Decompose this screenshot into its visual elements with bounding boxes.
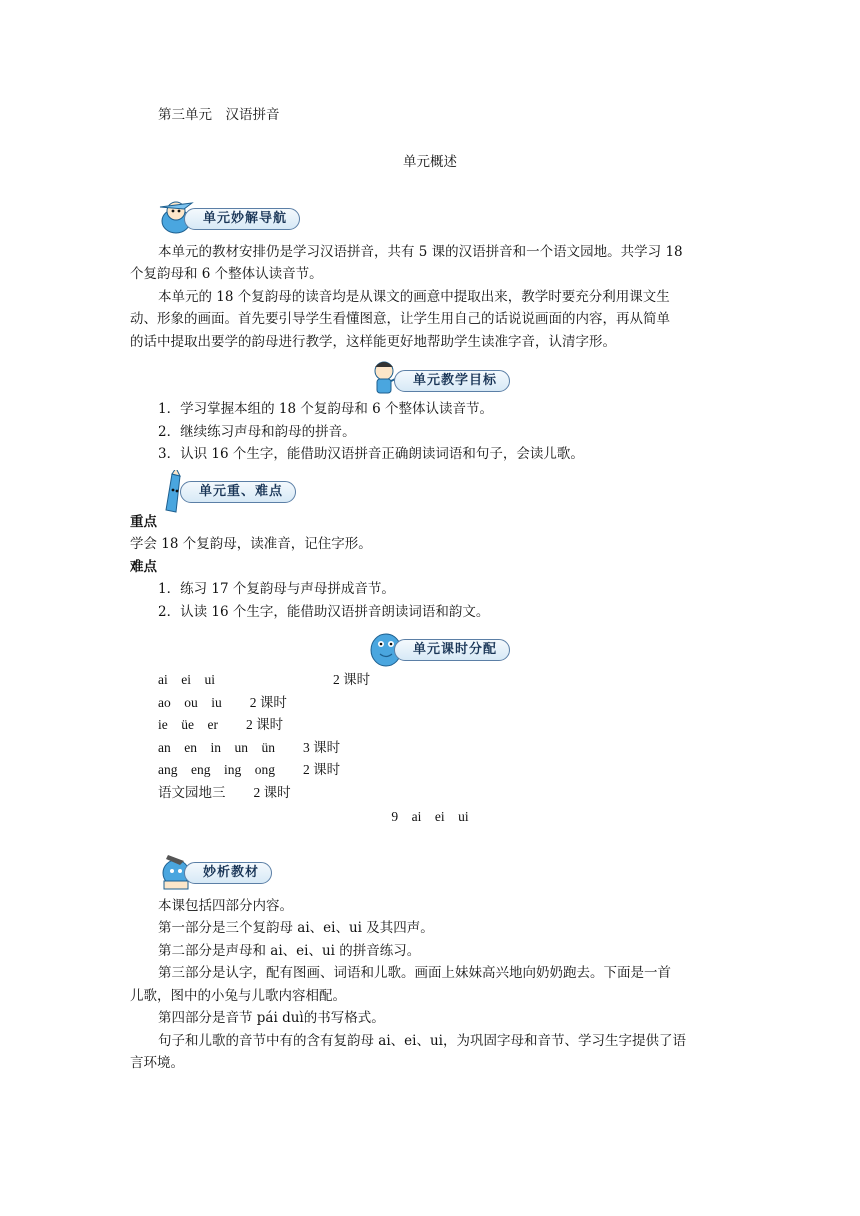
schedule-name: ie üe er [158,717,218,733]
schedule-name: ang eng ing ong [158,762,275,778]
guide-p2-l1: 本单元的 18 个复韵母的读音均是从课文的画意中提取出来，教学时要充分利用课文生 [158,289,670,305]
goal-2: 2．继续练习声母和韵母的拼音。 [158,424,356,440]
schedule-name: ao ou iu [158,694,222,710]
goal-3: 3．认识 16 个生字，能借助汉语拼音正确朗读词语和句子，会读儿歌。 [158,446,584,462]
unit-title: 第三单元 汉语拼音 [158,107,280,123]
schedule-row [158,669,370,692]
banner-keypoints [150,476,320,506]
guide-p1-l2: 个复韵母和 6 个整体认读音节。 [130,266,323,282]
banner-goals [364,365,534,395]
banner-analysis-label: 妙析教材 [184,862,272,884]
guide-p2-l2: 动、形象的画面。首先要引导学生看懂图意，让学生用自己的话说说画面的内容，再从简单 [130,311,670,327]
lesson-p4-l1: 第三部分是认字，配有图画、词语和儿歌。画面上妹妹高兴地向奶奶跑去。下面是一首 [158,965,671,981]
schedule-row [158,737,370,760]
schedule-name: an en in un ün [158,739,275,755]
section-title: 单元概述 [403,154,457,170]
guide-p1-l1: 本单元的教材安排仍是学习汉语拼音，共有 5 课的汉语拼音和一个语文园地。共学习 18 [158,244,683,260]
lesson-title: 9 ai ei ui [391,809,469,824]
schedule-hours: 3 课时 [303,739,341,755]
hard-label: 难点 [130,559,157,575]
lesson-p3: 第二部分是声母和 ai、ei、ui 的拼音练习。 [158,943,421,959]
lesson-p4-l2: 儿歌，图中的小兔与儿歌内容相配。 [130,988,346,1004]
banner-guide [154,203,324,233]
schedule-hours: 2 课时 [249,694,287,710]
key-text: 学会 18 个复韵母，读准音，记住字形。 [130,536,372,552]
schedule-name: 语文园地三 [158,784,226,800]
schedule-hours: 2 课时 [253,784,291,800]
lesson-p5: 第四部分是音节 pái duì的书写格式。 [158,1010,385,1026]
banner-analysis [154,857,284,887]
banner-guide-label: 单元妙解导航 [184,208,300,230]
banner-goals-label: 单元教学目标 [394,370,510,392]
schedule-table [158,669,370,805]
banner-schedule [364,634,534,664]
lesson-p6-l2: 言环境。 [130,1055,184,1071]
hard-item-1: 1．练习 17 个复韵母与声母拼成音节。 [158,581,395,597]
schedule-hours: 2 课时 [245,717,284,733]
schedule-name: ai ei ui [158,672,215,687]
lesson-p2: 第一部分是三个复韵母 ai、ei、ui 及其四声。 [158,920,434,936]
hard-item-2: 2．认读 16 个生字，能借助汉语拼音朗读词语和韵文。 [158,604,490,620]
schedule-row [158,759,370,782]
banner-keypoints-label: 单元重、难点 [180,481,296,503]
key-label: 重点 [130,514,157,530]
schedule-row [158,714,370,737]
lesson-p1: 本课包括四部分内容。 [158,898,293,914]
schedule-row [158,782,370,805]
lesson-p6-l1: 句子和儿歌的音节中有的含有复韵母 ai、ei、ui，为巩固字母和音节、学习生字提供了语 [158,1033,686,1049]
guide-p2-l3: 的话中提取出要学的韵母进行教学，这样能更好地帮助学生读准字音，认清字形。 [130,334,616,350]
schedule-row [158,692,370,715]
goal-1: 1．学习掌握本组的 18 个复韵母和 6 个整体认读音节。 [158,401,494,417]
banner-schedule-label: 单元课时分配 [394,639,510,661]
schedule-hours: 2 课时 [333,672,371,687]
schedule-hours: 2 课时 [303,762,341,778]
